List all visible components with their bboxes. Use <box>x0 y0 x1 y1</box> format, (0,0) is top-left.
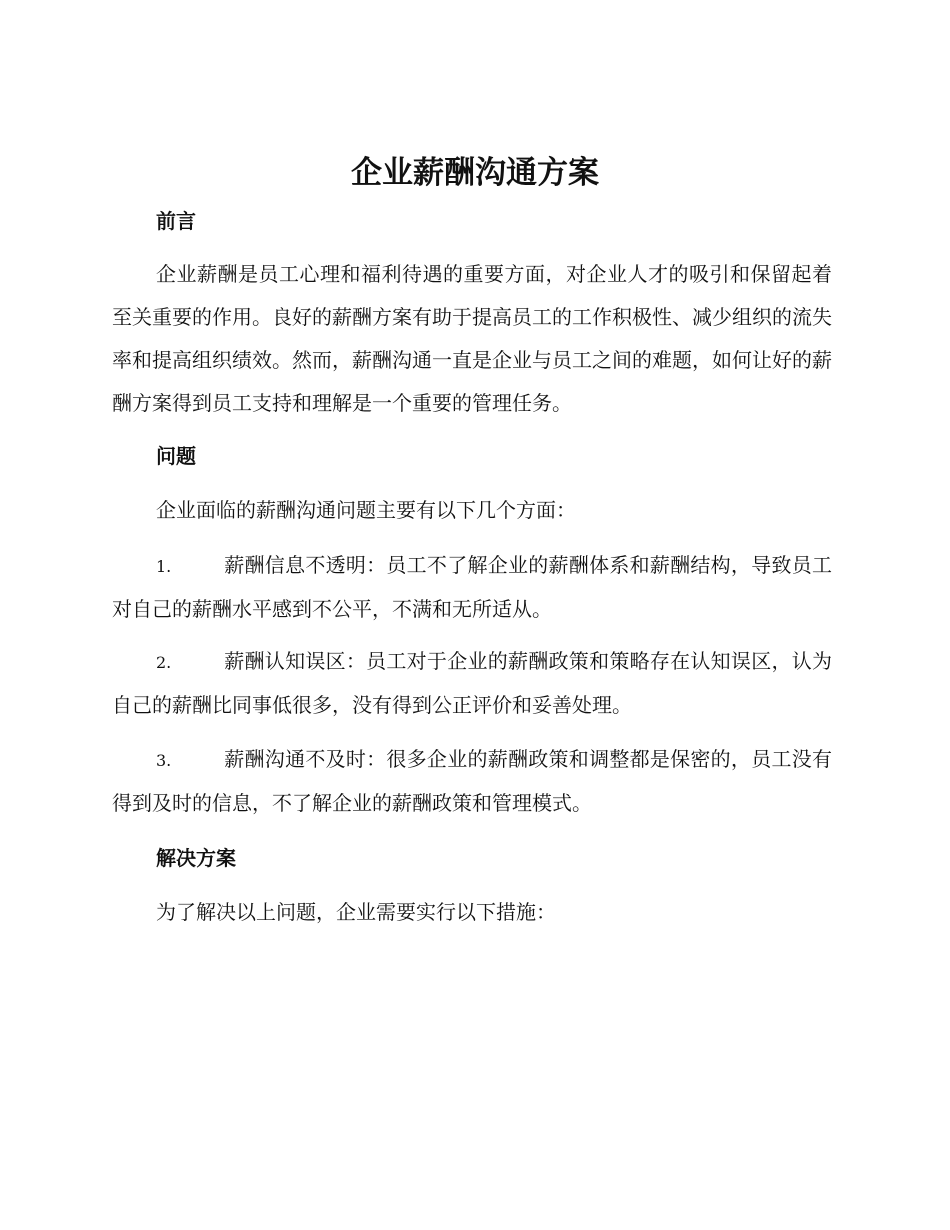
list-item-text: 薪酬沟通不及时：很多企业的薪酬政策和调整都是保密的，员工没有得到及时的信息，不了解企业的薪酬政策和管理模式。 <box>112 747 832 815</box>
list-item-text: 薪酬信息不透明：员工不了解企业的薪酬体系和薪酬结构，导致员工对自己的薪酬水平感到不公平，不满和无所适从。 <box>112 553 832 621</box>
problem-list-item-3 <box>112 738 832 825</box>
preface-paragraph: 企业薪酬是员工心理和福利待遇的重要方面，对企业人才的吸引和保留起着至关重要的作用。良好的薪酬方案有助于提高员工的工作积极性、减少组织的流失率和提高组织绩效。然而，薪酬沟通一直是企业与员工之间的难题，如何让好的薪酬方案得到员工支持和理解是一个重要的管理任务。 <box>112 262 832 415</box>
list-number: 2. <box>156 653 172 672</box>
document-title: 企业薪酬沟通方案 <box>351 155 599 191</box>
problem-list-item-2 <box>112 640 832 727</box>
list-number: 1. <box>156 557 172 576</box>
list-item-text: 薪酬认知误区：员工对于企业的薪酬政策和策略存在认知误区，认为自己的薪酬比同事低很多，没有得到公正评价和妥善处理。 <box>112 649 832 717</box>
section-heading-problems: 问题 <box>156 444 196 468</box>
solutions-intro-paragraph: 为了解决以上问题，企业需要实行以下措施： <box>156 900 556 924</box>
problem-list-item-1 <box>112 544 832 631</box>
list-number: 3. <box>156 751 172 770</box>
section-heading-preface: 前言 <box>156 209 196 233</box>
problems-intro-paragraph: 企业面临的薪酬沟通问题主要有以下几个方面： <box>156 498 576 522</box>
section-heading-solutions: 解决方案 <box>156 846 236 870</box>
